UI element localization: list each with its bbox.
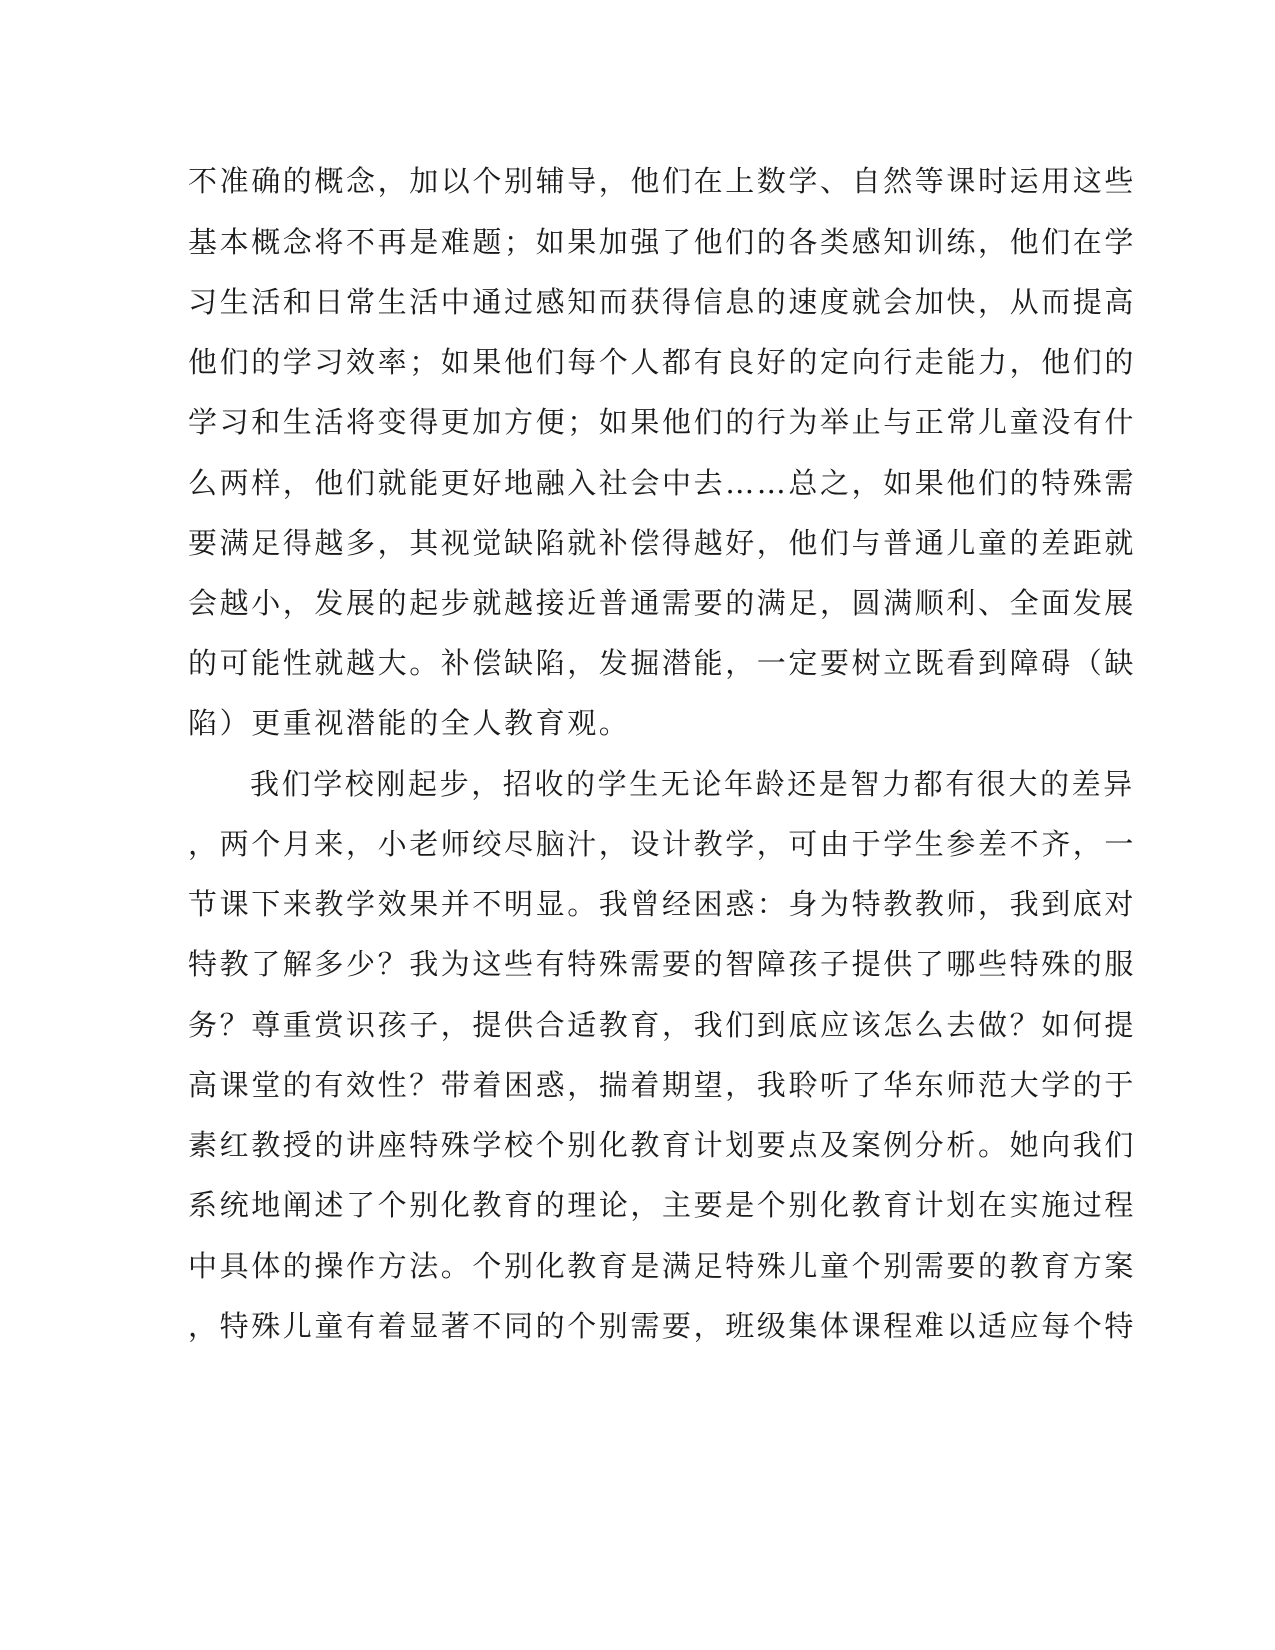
text-line: 不准确的概念，加以个别辅导，他们在上数学、自然等课时运用这些 — [188, 164, 1137, 198]
paragraph-first-line: 我们学校刚起步，招收的学生无论年龄还是智力都有很大的差异 — [250, 767, 1135, 801]
text-line: 要满足得越多，其视觉缺陷就补偿得越好，他们与普通儿童的差距就 — [188, 526, 1137, 560]
text-line: 习生活和日常生活中通过感知而获得信息的速度就会加快，从而提高 — [188, 285, 1137, 319]
text-line: 特教了解多少？我为这些有特殊需要的智障孩子提供了哪些特殊的服 — [188, 947, 1137, 981]
text-line: 会越小，发展的起步就越接近普通需要的满足，圆满顺利、全面发展 — [188, 586, 1137, 620]
text-line: 陷）更重视潜能的全人教育观。 — [188, 706, 631, 740]
text-line: 系统地阐述了个别化教育的理论，主要是个别化教育计划在实施过程 — [188, 1188, 1137, 1222]
text-line: 的可能性就越大。补偿缺陷，发掘潜能，一定要树立既看到障碍（缺 — [188, 646, 1137, 680]
text-line: 高课堂的有效性？带着困惑，揣着期望，我聆听了华东师范大学的于 — [188, 1068, 1137, 1102]
text-line: ，两个月来，小老师绞尽脑汁，设计教学，可由于学生参差不齐，一 — [188, 827, 1137, 861]
text-line: 么两样，他们就能更好地融入社会中去……总之，如果他们的特殊需 — [188, 466, 1137, 500]
text-line: 中具体的操作方法。个别化教育是满足特殊儿童个别需要的教育方案 — [188, 1249, 1137, 1283]
text-line: 他们的学习效率；如果他们每个人都有良好的定向行走能力，他们的 — [188, 345, 1137, 379]
text-line: 务？尊重赏识孩子，提供合适教育，我们到底应该怎么去做？如何提 — [188, 1008, 1137, 1042]
text-line: 学习和生活将变得更加方便；如果他们的行为举止与正常儿童没有什 — [188, 405, 1137, 439]
text-line: 基本概念将不再是难题；如果加强了他们的各类感知训练，他们在学 — [188, 225, 1137, 259]
text-line: 素红教授的讲座特殊学校个别化教育计划要点及案例分析。她向我们 — [188, 1128, 1137, 1162]
text-line: 节课下来教学效果并不明显。我曾经困惑：身为特教教师，我到底对 — [188, 887, 1137, 921]
text-line: ，特殊儿童有着显著不同的个别需要，班级集体课程难以适应每个特 — [188, 1309, 1137, 1343]
